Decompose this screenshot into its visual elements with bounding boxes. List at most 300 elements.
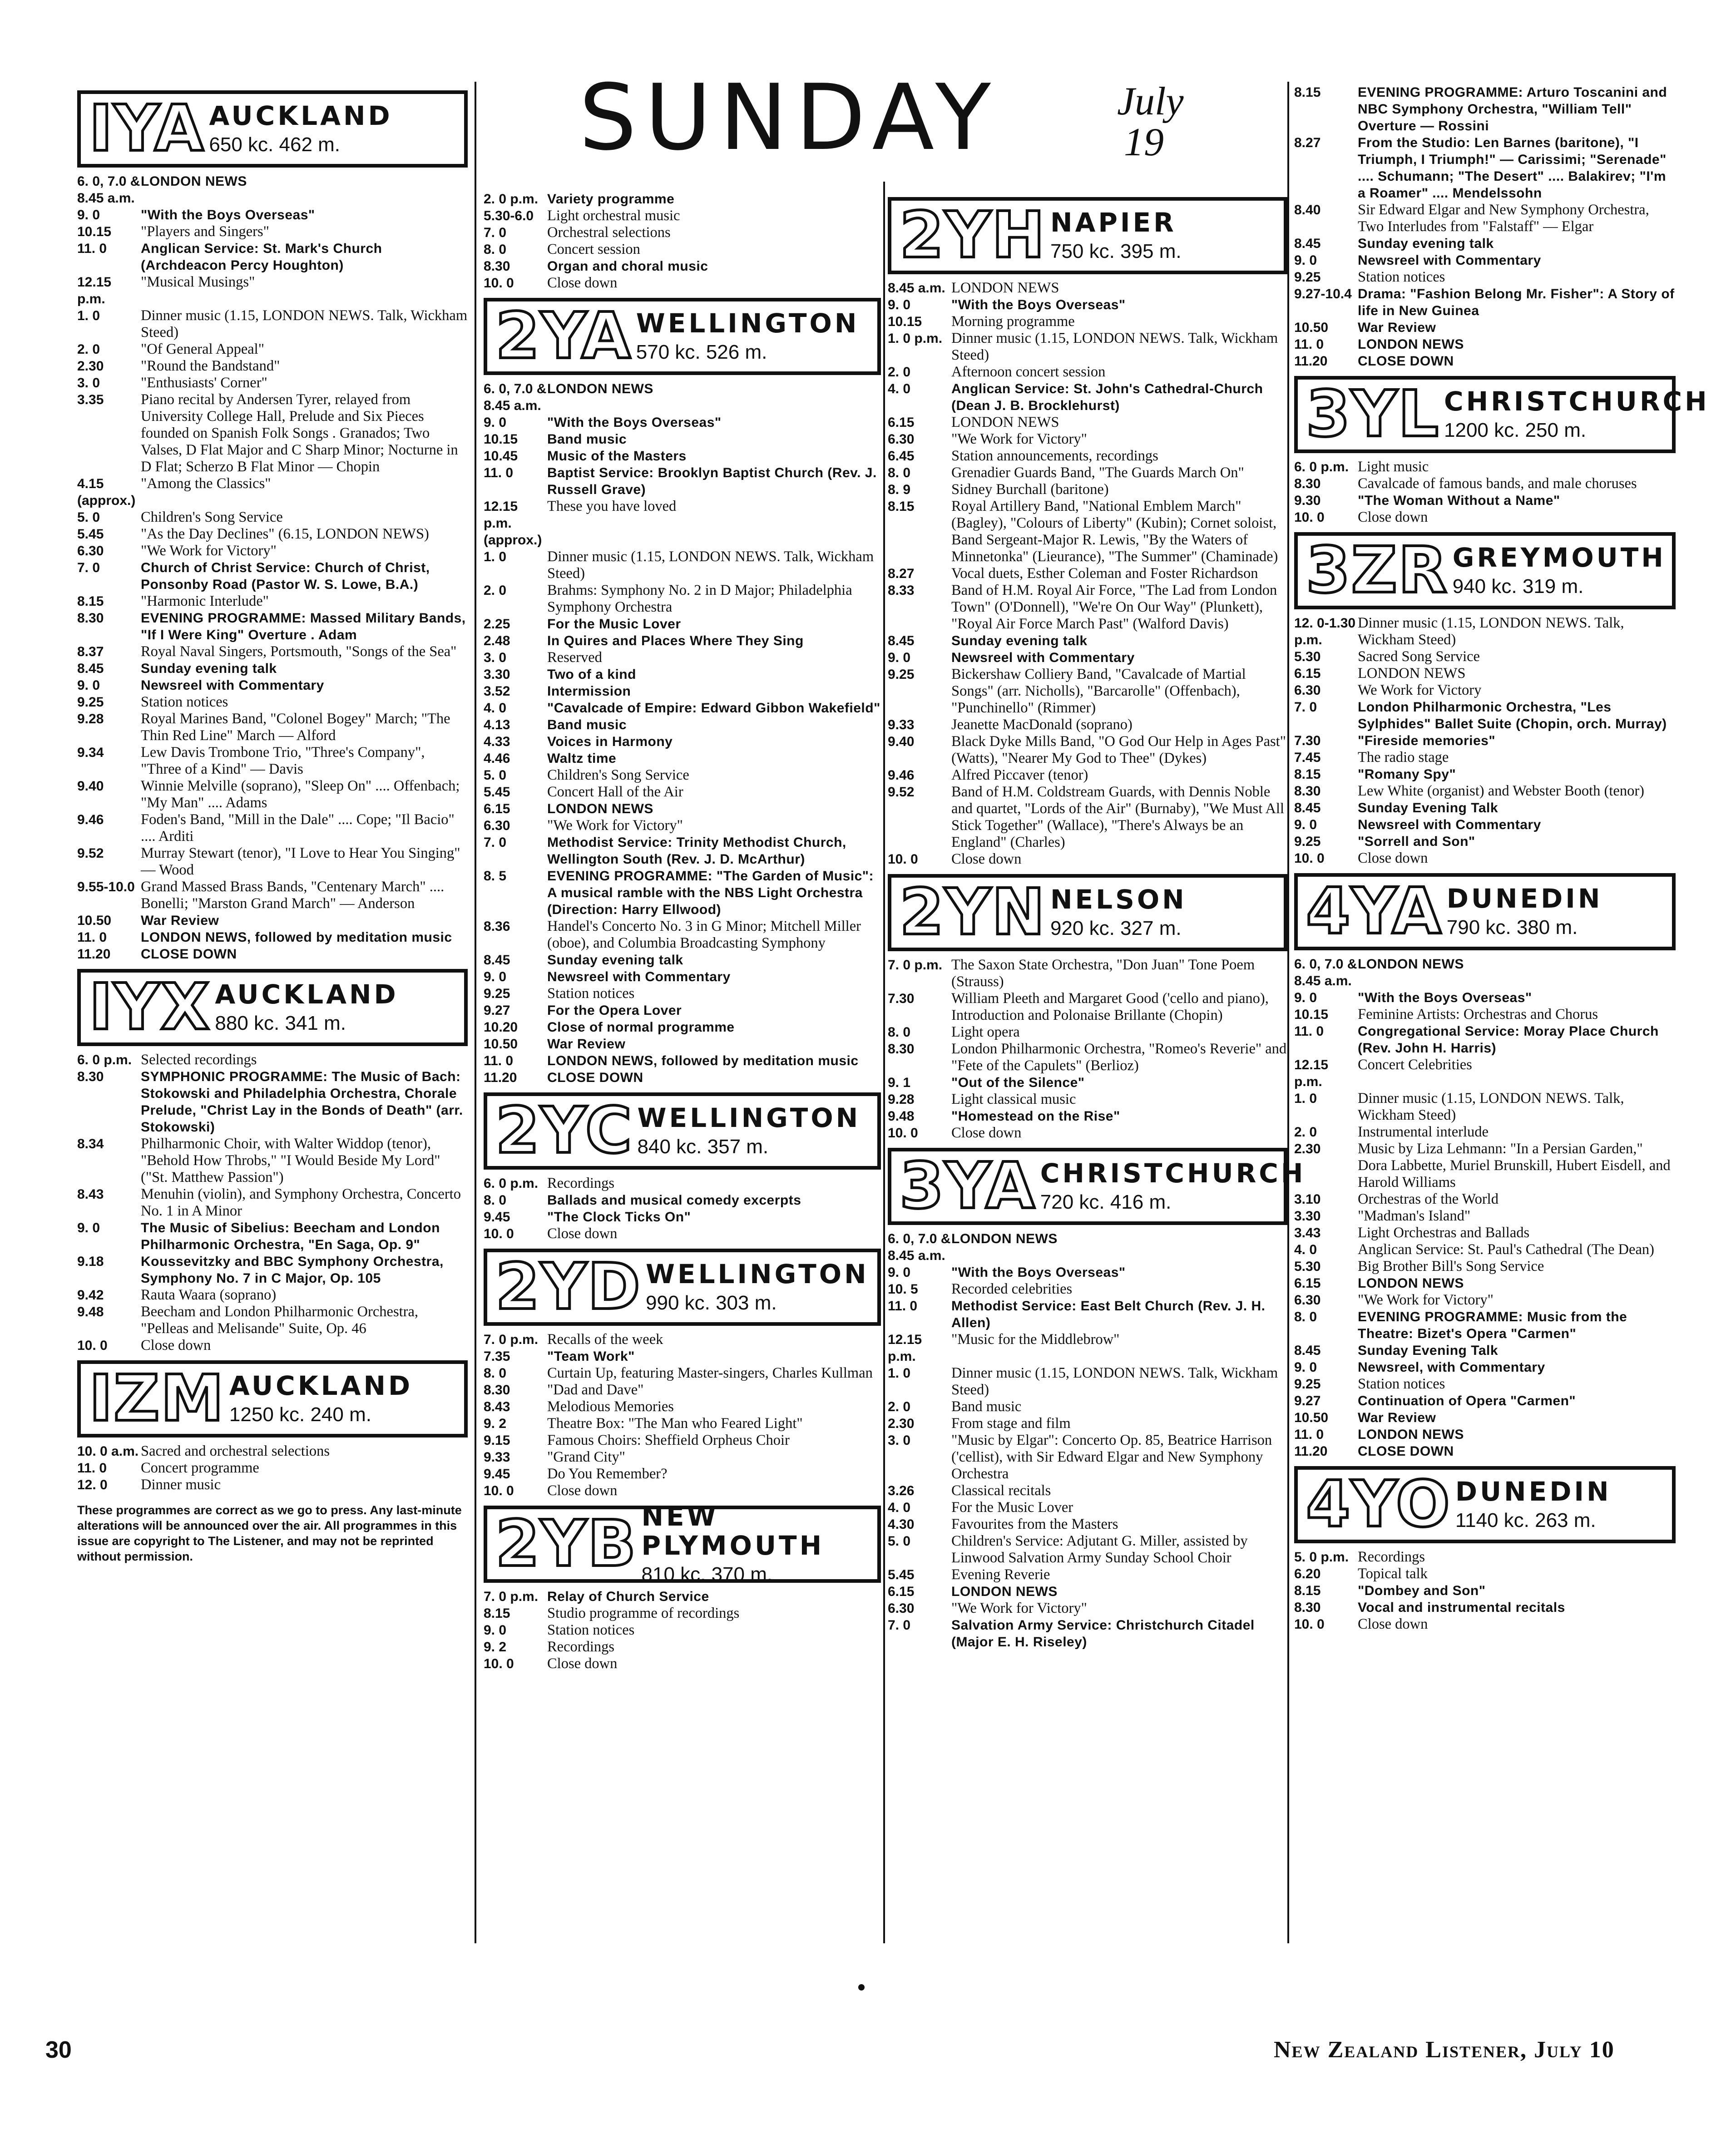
programme-title: Children's Service: Adjutant G. Miller, assisted by Linwood Salvation Army Sunday School Choir: [951, 1533, 1248, 1566]
programme-title: Newsreel with Commentary: [951, 650, 1135, 665]
programme-item: [77, 543, 468, 559]
programme-time: 6. 0 p.m.: [484, 1176, 539, 1191]
programme-item: [77, 223, 468, 240]
programme-time: 2. 0: [77, 342, 100, 357]
programme-time: 4. 0: [888, 1500, 911, 1515]
programme-title: Rauta Waara (soprano): [141, 1287, 277, 1303]
programme-title: Recordings: [1358, 1549, 1425, 1565]
programme-title: Melodious Memories: [547, 1398, 674, 1415]
center-dot: [858, 1984, 865, 1991]
programme-list: [484, 1175, 881, 1242]
programme-time: 6. 0 p.m.: [77, 1052, 132, 1067]
programme-title: Close down: [1358, 1616, 1428, 1632]
programme-time: 9.33: [888, 717, 915, 732]
station-2YC: [484, 1092, 881, 1242]
station-frequency: 790 kc. 380 m.: [1446, 916, 1578, 939]
programme-time: 9.25: [1294, 270, 1321, 285]
programme-item: [77, 274, 468, 307]
programme-item: [484, 1348, 881, 1365]
programme-time: 8.30: [1294, 476, 1321, 491]
programme-item: [77, 341, 468, 358]
programme-title: Light Orchestras and Ballads: [1358, 1225, 1530, 1241]
station-header: [484, 298, 881, 375]
programme-item: [77, 1253, 468, 1287]
programme-title: EVENING PROGRAMME: "The Garden of Music": A musical ramble with the NBS Light Orchestra (Direction: Harry Ellwood): [547, 869, 874, 917]
programme-title: "Enthusiasts' Corner": [141, 375, 267, 391]
programme-title: William Pleeth and Margaret Good ('cello and piano), Introduction and Polonaise Brillante (Chopin): [951, 990, 1269, 1023]
programme-title: Variety programme: [547, 192, 675, 207]
programme-time: 10. 0: [484, 276, 514, 291]
programme-item: [484, 241, 881, 258]
programme-time: 8.45: [1294, 800, 1321, 815]
station-city: CHRISTCHURCH: [1040, 1158, 1306, 1189]
programme-title: From the Studio: Len Barnes (baritone), "I Triumph, I Triumph!" — Carissimi; "Serenade" .... Schumann; "The Desert" .... Balakirev; "I'm a Roamer" .... Mendelssohn: [1358, 135, 1667, 201]
programme-time: 7. 0: [484, 225, 507, 240]
programme-title: LONDON NEWS: [951, 280, 1059, 296]
programme-item: [484, 1482, 881, 1499]
programme-title: Sunday Evening Talk: [1358, 1343, 1499, 1358]
column-2: [484, 191, 881, 1672]
programme-title: Jeanette MacDonald (soprano): [951, 716, 1133, 733]
programme-item: [1294, 833, 1676, 850]
programme-time: 3.10: [1294, 1192, 1321, 1207]
programme-title: LONDON NEWS: [547, 801, 653, 816]
programme-time: 10. 0: [1294, 1617, 1325, 1632]
programme-item: [77, 778, 468, 811]
programme-title: Feminine Artists: Orchestras and Chorus: [1358, 1006, 1598, 1023]
programme-title: Concert programme: [141, 1460, 259, 1476]
station-callsign: 2YA: [495, 299, 632, 373]
programme-item: [1294, 1124, 1676, 1141]
programme-time: 8.34: [77, 1136, 104, 1151]
programme-item: [77, 744, 468, 778]
programme-item: [1294, 1582, 1676, 1599]
programme-item: [1294, 1549, 1676, 1566]
programme-item: [484, 431, 881, 448]
programme-time: 8.15: [888, 499, 915, 514]
programme-title: LONDON NEWS, followed by meditation music: [141, 930, 452, 945]
programme-item: [1294, 1292, 1676, 1309]
programme-title: Royal Naval Singers, Portsmouth, "Songs of the Sea": [141, 643, 457, 660]
programme-title: Murray Stewart (tenor), "I Love to Hear You Singing" — Wood: [141, 845, 460, 878]
programme-time: 5. 0: [484, 768, 507, 783]
programme-time: 10. 0: [484, 1483, 514, 1498]
programme-title: LONDON NEWS: [1358, 957, 1464, 972]
station-callsign: IZM: [89, 1362, 225, 1436]
programme-time: 4.13: [484, 717, 510, 732]
programme-title: Recalls of the week: [547, 1331, 663, 1348]
programme-item: [484, 1382, 881, 1398]
programme-title: Light opera: [951, 1024, 1020, 1040]
programme-title: LONDON NEWS, followed by meditation music: [547, 1053, 859, 1068]
programme-title: Children's Song Service: [141, 509, 283, 525]
station-header: [484, 1092, 881, 1170]
programme-item: [888, 632, 1287, 649]
programme-title: "Sorrell and Son": [1358, 834, 1475, 849]
programme-time: 9.40: [77, 779, 104, 794]
programme-item: [484, 548, 881, 582]
programme-item: [888, 380, 1287, 414]
programme-title: Organ and choral music: [547, 259, 708, 274]
programme-title: Orchestral selections: [547, 224, 671, 241]
programme-time: 6.45: [888, 449, 915, 464]
programme-item: [484, 258, 881, 275]
programme-item: [484, 1415, 881, 1432]
programme-item: [484, 918, 881, 952]
programme-time: 6. 0, 7.0 & 8.45 a.m.: [484, 381, 547, 413]
programme-title: "Grand City": [547, 1449, 625, 1465]
programme-title: EVENING PROGRAMME: Arturo Toscanini and NBC Symphony Orchestra, "William Tell" Overture — Rossini: [1358, 85, 1667, 133]
programme-title: Dinner music (1.15, LONDON NEWS. Talk, Wickham Steed): [547, 548, 874, 582]
programme-item: [77, 375, 468, 391]
programme-title: "We Work for Victory": [547, 817, 683, 834]
programme-item: [888, 1533, 1287, 1566]
programme-title: "Romany Spy": [1358, 767, 1456, 782]
programme-item: [1294, 615, 1676, 648]
programme-title: Close down: [547, 275, 618, 291]
programme-time: 8.15: [1294, 767, 1321, 782]
programme-item: [484, 1069, 881, 1086]
programme-title: Newsreel, with Commentary: [1358, 1360, 1545, 1375]
programme-title: London Philharmonic Orchestra, "Romeo's Reverie" and "Fete of the Capulets" (Berlioz): [951, 1041, 1287, 1074]
programme-title: Close down: [1358, 509, 1428, 525]
programme-time: 2.25: [484, 617, 510, 632]
programme-item: [888, 1074, 1287, 1091]
station-callsign: IYX: [89, 970, 211, 1044]
programme-title: Station notices: [1358, 269, 1445, 285]
programme-item: [77, 879, 468, 912]
programme-time: 8. 0: [484, 242, 507, 257]
programme-time: 2.48: [484, 633, 510, 648]
programme-item: [484, 683, 881, 700]
programme-title: The radio stage: [1358, 749, 1449, 766]
programme-time: 8.40: [1294, 203, 1321, 217]
programme-time: 6.30: [1294, 1293, 1321, 1308]
programme-title: Classical recitals: [951, 1482, 1051, 1499]
programme-title: "With the Boys Overseas": [141, 207, 315, 222]
programme-item: [1294, 353, 1676, 370]
programme-item: [888, 733, 1287, 767]
programme-title: Dinner music (1.15, LONDON NEWS. Talk, Wickham Steed): [141, 307, 468, 341]
programme-item: [1294, 956, 1676, 989]
programme-item: [484, 1622, 881, 1639]
programme-item: [484, 716, 881, 733]
programme-item: [484, 767, 881, 784]
programme-item: [77, 610, 468, 643]
programme-item: [1294, 269, 1676, 286]
programme-item: [888, 1516, 1287, 1533]
programme-item: [77, 1443, 468, 1460]
programme-item: [1294, 509, 1676, 526]
programme-title: Close down: [1358, 850, 1428, 866]
programme-item: [888, 666, 1287, 716]
programme-item: [888, 957, 1287, 990]
programme-title: "Dombey and Son": [1358, 1583, 1486, 1598]
programme-item: [1294, 1393, 1676, 1409]
programme-time: 9.45: [484, 1467, 510, 1482]
programme-title: The Music of Sibelius: Beecham and London Philharmonic Orchestra, "En Saga, Op. 9": [141, 1220, 440, 1252]
programme-title: Methodist Service: Trinity Methodist Church, Wellington South (Rev. J. D. McArthur): [547, 835, 846, 867]
programme-title: Reserved: [547, 649, 602, 666]
programme-time: 2.30: [77, 359, 104, 374]
programme-time: 10. 0: [484, 1656, 514, 1671]
programme-time: 8.30: [888, 1042, 915, 1057]
programme-item: [1294, 1208, 1676, 1225]
programme-list: [888, 1230, 1287, 1650]
programme-title: Band of H.M. Royal Air Force, "The Lad from London Town" (O'Donnell), "We're On Our Way" (Plunkett), "Royal Air Force March Past" (Walford Davis): [951, 582, 1277, 632]
programme-item: [888, 582, 1287, 632]
programme-item: [888, 1331, 1287, 1365]
programme-time: 6.30: [484, 818, 510, 833]
programme-title: LONDON NEWS: [951, 1584, 1058, 1599]
programme-title: Anglican Service: St. Paul's Cathedral (The Dean): [1358, 1241, 1654, 1258]
programme-time: 7.45: [1294, 750, 1321, 765]
programme-time: 9. 0: [484, 1623, 507, 1638]
programme-item: [484, 1175, 881, 1192]
programme-item: [484, 834, 881, 868]
programme-time: 10. 0 a.m.: [77, 1444, 139, 1459]
programme-title: Evening Reverie: [951, 1566, 1050, 1583]
programme-item: [77, 1477, 468, 1493]
programme-item: [77, 711, 468, 744]
programme-item: [888, 1432, 1287, 1482]
station-header: [1294, 376, 1710, 453]
programme-time: 11. 0: [77, 241, 107, 256]
programme-item: [1294, 850, 1676, 867]
programme-time: 8.45 a.m.: [888, 281, 945, 296]
programme-item: [888, 414, 1287, 431]
programme-time: 6.15: [888, 415, 915, 430]
station-callsign: 2YB: [495, 1507, 637, 1581]
station-city: CHRISTCHURCH: [1444, 386, 1710, 417]
programme-item: [888, 767, 1287, 784]
programme-time: 9. 0: [484, 969, 507, 984]
station-1YX-continued: [484, 191, 881, 291]
programme-title: War Review: [1358, 1410, 1436, 1425]
programme-title: Methodist Service: East Belt Church (Rev. J. H. Allen): [951, 1299, 1266, 1330]
station-frequency: 1250 kc. 240 m.: [229, 1403, 371, 1426]
programme-time: 5. 0: [888, 1534, 911, 1549]
masthead: [484, 65, 1187, 177]
programme-item: [888, 716, 1287, 733]
programme-item: [1294, 1275, 1676, 1292]
programme-time: 8.43: [484, 1399, 510, 1414]
programme-list: [1294, 956, 1676, 1460]
programme-title: Congregational Service: Moray Place Church (Rev. John H. Harris): [1358, 1024, 1659, 1056]
programme-item: [1294, 699, 1676, 732]
page-date: 19: [1124, 120, 1164, 164]
programme-title: In Quires and Places Where They Sing: [547, 633, 804, 648]
station-3ZR: [1294, 532, 1676, 867]
programme-time: 11. 0: [1294, 337, 1324, 352]
programme-time: 10. 0: [888, 1126, 918, 1141]
programme-time: 9. 0: [77, 1220, 100, 1235]
programme-time: 8.30: [77, 1069, 104, 1084]
column-divider: [1287, 82, 1289, 1943]
programme-time: 7. 0 p.m.: [888, 958, 943, 973]
programme-title: Black Dyke Mills Band, "O God Our Help in Ages Past" (Watts), "Nearer My God to Thee" (Dykes): [951, 733, 1286, 766]
programme-item: [77, 912, 468, 929]
programme-title: "Homestead on the Rise": [951, 1109, 1120, 1124]
programme-item: [77, 677, 468, 694]
programme-time: 6. 0, 7.0 & 8.45 a.m.: [888, 1231, 951, 1263]
programme-time: 5.45: [77, 527, 104, 542]
programme-item: [888, 1298, 1287, 1331]
station-city: AUCKLAND: [209, 100, 393, 132]
programme-title: Royal Marines Band, "Colonel Bogey" March; "The Thin Red Line" March — Alford: [141, 711, 450, 744]
programme-item: [888, 1091, 1287, 1108]
programme-time: 8.15: [1294, 1583, 1321, 1598]
programme-item: [1294, 1342, 1676, 1359]
programme-title: London Philharmonic Orchestra, "Les Sylphides" Ballet Suite (Chopin, orch. Murray): [1358, 700, 1667, 731]
programme-time: 4. 0: [1294, 1242, 1317, 1257]
programme-time: 11. 0: [77, 930, 107, 945]
station-callsign: 3YA: [900, 1149, 1036, 1223]
programme-time: 9. 0: [77, 207, 100, 222]
programme-time: 7.30: [888, 991, 915, 1006]
station-callsign: 2YN: [900, 875, 1046, 949]
programme-time: 10.15: [484, 432, 518, 447]
programme-title: Band music: [951, 1398, 1022, 1415]
station-frequency: 720 kc. 416 m.: [1040, 1190, 1172, 1213]
programme-time: 7.30: [1294, 733, 1321, 748]
programme-title: Cavalcade of famous bands, and male choruses: [1358, 475, 1637, 492]
programme-time: 9.48: [888, 1109, 915, 1124]
programme-title: We Work for Victory: [1358, 682, 1482, 698]
programme-time: 1. 0: [77, 308, 100, 323]
programme-item: [484, 207, 881, 224]
programme-item: [1294, 1616, 1676, 1633]
programme-item: [1294, 1359, 1676, 1376]
programme-time: 9.27: [484, 1003, 510, 1018]
programme-title: Waltz time: [547, 751, 617, 766]
programme-title: Close down: [951, 851, 1022, 867]
programme-list: [77, 1052, 468, 1354]
programme-time: 6.30: [1294, 683, 1321, 698]
programme-title: Vocal and instrumental recitals: [1358, 1600, 1565, 1615]
station-header: [1294, 873, 1676, 950]
programme-title: War Review: [1358, 320, 1436, 335]
programme-time: 8.33: [888, 583, 915, 598]
station-callsign: 2YC: [495, 1094, 633, 1168]
programme-time: 12.15 p.m.: [77, 275, 112, 306]
programme-time: 11. 0: [484, 1053, 514, 1068]
programme-item: [1294, 1309, 1676, 1342]
programme-time: 9.15: [484, 1433, 510, 1448]
programme-item: [484, 985, 881, 1002]
programme-title: CLOSE DOWN: [1358, 1444, 1454, 1459]
programme-time: 11.20: [1294, 354, 1328, 369]
station-1YA: [77, 90, 468, 963]
programme-title: SYMPHONIC PROGRAMME: The Music of Bach: Stokowski and Philadelphia Orchestra, Chorale Prelude, "Christ Lay in the Bonds of Death" (arr. Stokowski): [141, 1069, 463, 1135]
programme-time: 10. 0: [888, 852, 918, 867]
programme-item: [1294, 1191, 1676, 1208]
programme-item: [888, 498, 1287, 565]
programme-title: Sunday evening talk: [951, 633, 1088, 648]
programme-title: The Saxon State Orchestra, "Don Juan" Tone Poem (Strauss): [951, 957, 1255, 990]
programme-item: [484, 733, 881, 750]
station-header: [1294, 1466, 1676, 1543]
programme-time: 10. 0: [77, 1338, 108, 1353]
programme-item: [1294, 766, 1676, 783]
programme-item: [1294, 1090, 1676, 1124]
programme-list: [888, 957, 1287, 1141]
programme-time: 7.35: [484, 1349, 510, 1364]
programme-title: Recordings: [547, 1639, 615, 1655]
programme-title: Close of normal programme: [547, 1020, 735, 1035]
programme-title: Anglican Service: St. Mark's Church (Archdeacon Percy Houghton): [141, 241, 382, 273]
programme-title: Sunday evening talk: [141, 661, 277, 676]
station-3YA-continued: [1294, 84, 1676, 370]
programme-time: 9.28: [77, 711, 104, 726]
programme-item: [888, 1041, 1287, 1074]
station-frequency: 840 kc. 357 m.: [637, 1135, 769, 1158]
programme-time: 8.43: [77, 1187, 104, 1202]
programme-title: Theatre Box: "The Man who Feared Light": [547, 1415, 803, 1432]
programme-title: Continuation of Opera "Carmen": [1358, 1393, 1576, 1408]
programme-item: [1294, 202, 1676, 235]
station-frequency: 810 kc. 370 m.: [641, 1563, 773, 1586]
column-divider: [475, 82, 476, 1943]
programme-item: [77, 559, 468, 593]
programme-item: [888, 565, 1287, 582]
programme-title: Morning programme: [951, 313, 1075, 330]
programme-title: "With the Boys Overseas": [951, 297, 1126, 312]
programme-time: 7. 0: [484, 835, 507, 850]
programme-list: [77, 1443, 468, 1493]
programme-time: 8.30: [77, 611, 104, 626]
programme-time: 12. 0: [77, 1477, 108, 1492]
programme-time: 10.20: [484, 1020, 518, 1035]
programme-item: [1294, 336, 1676, 353]
programme-time: 9.40: [888, 734, 915, 749]
programme-title: Brahms: Symphony No. 2 in D Major; Philadelphia Symphony Orchestra: [547, 582, 852, 615]
programme-item: [888, 464, 1287, 481]
programme-time: 6.15: [1294, 1276, 1321, 1291]
programme-item: [1294, 749, 1676, 766]
programme-title: For the Opera Lover: [547, 1003, 682, 1018]
programme-title: Piano recital by Andersen Tyrer, relayed from University College Hall, Prelude and Six Pieces founded on Spanish Folk Songs . Granados; Two Valses, D Flat Major and C Sharp Minor; Nocturne in D Flat; Scherzo B Flat Minor — Chopin: [141, 391, 458, 475]
programme-title: Newsreel with Commentary: [1358, 817, 1541, 832]
page-day-title: SUNDAY: [579, 65, 999, 171]
programme-title: "Among the Classics": [141, 475, 271, 492]
programme-title: Band music: [547, 432, 627, 447]
station-header: [77, 1360, 468, 1437]
station-2YB: [484, 1501, 881, 1672]
programme-title: Curtain Up, featuring Master-singers, Charles Kullman: [547, 1365, 873, 1381]
programme-list: [1294, 1549, 1676, 1633]
programme-list: [1294, 84, 1676, 370]
station-frequency: 570 kc. 526 m.: [636, 341, 767, 363]
programme-item: [1294, 1006, 1676, 1023]
programme-title: Dinner music: [141, 1477, 221, 1493]
programme-time: 9. 0: [1294, 990, 1317, 1005]
programme-title: LONDON NEWS: [141, 174, 247, 189]
station-frequency: 940 kc. 319 m.: [1452, 575, 1584, 598]
programme-item: [77, 643, 468, 660]
programme-title: Drama: "Fashion Belong Mr. Fisher": A Story of life in New Guinea: [1358, 287, 1675, 318]
programme-title: Light orchestral music: [547, 207, 680, 224]
programme-time: 9. 0: [1294, 1360, 1317, 1375]
programme-time: 12.15 p.m.: [888, 1332, 922, 1364]
programme-title: Afternoon concert session: [951, 364, 1106, 380]
programme-item: [1294, 783, 1676, 800]
programme-item: [484, 1331, 881, 1348]
programme-time: 6.30: [888, 1601, 915, 1616]
programme-time: 4.30: [888, 1517, 915, 1532]
programme-item: [888, 784, 1287, 851]
programme-time: 3.30: [1294, 1209, 1321, 1224]
